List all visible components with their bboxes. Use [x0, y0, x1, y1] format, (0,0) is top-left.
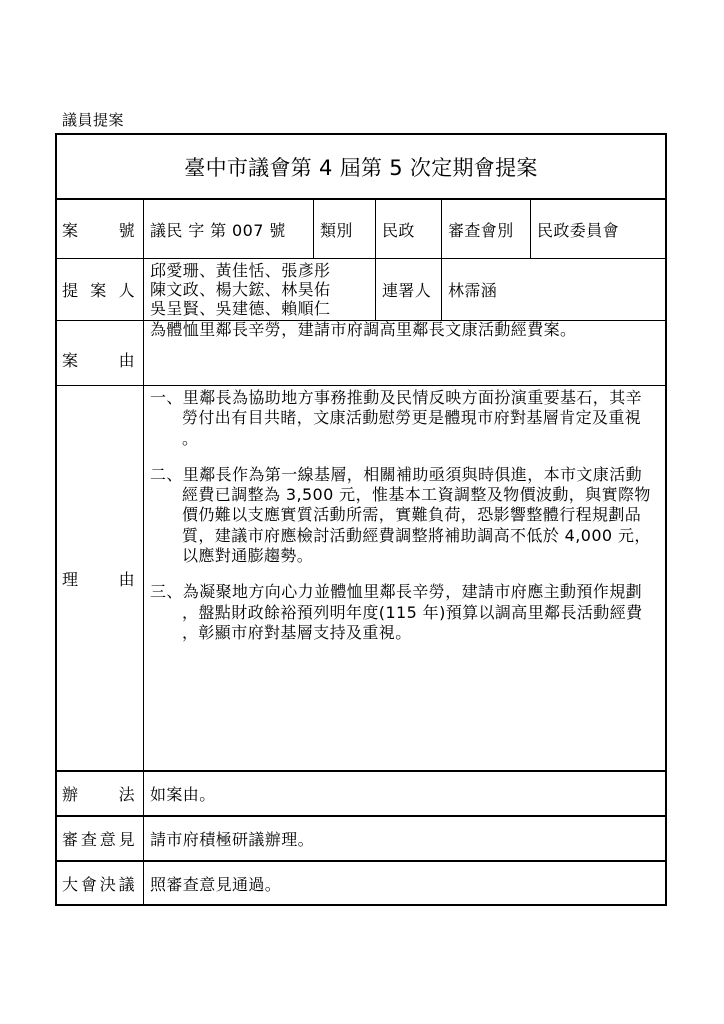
reason-line: 一、里鄰長為協助地方事務推動及民情反映方面扮演重要基石，其辛 [150, 388, 643, 407]
resolution-label: 大 會 決 議 [62, 874, 135, 894]
proposers-line: 邱愛珊、黃佳恬、張彥彤 [150, 261, 331, 280]
reasons-label: 理 由 [62, 569, 135, 589]
reasons-content [144, 386, 665, 772]
reason-item-1 [150, 388, 661, 449]
proposers-line: 吳呈賢、吳建德、賴順仁 [150, 299, 331, 318]
proposers-names [144, 259, 376, 321]
case-number-label: 案 號 [62, 220, 135, 240]
category-value: 民政 [376, 200, 442, 259]
review-opinion-text: 請市府積極研議辦理。 [144, 817, 665, 862]
reason-line: ，盤點財政餘裕預列明年度(115 年)預算以調高里鄰長活動經費 [182, 602, 643, 622]
method-label-cell [57, 772, 144, 817]
resolution-text: 照審查意見通過。 [150, 874, 282, 894]
subject-label: 案 由 [62, 351, 135, 370]
proposal-title: 臺中市議會第 4 屆第 5 次定期會提案 [57, 135, 665, 200]
resolution-label-cell [57, 862, 144, 904]
reason-line: 以應對通膨趨勢。 [182, 546, 314, 566]
reason-line: 勞付出有目共睹，文康活動慰勞更是體現市府對基層肯定及重視 [182, 408, 642, 428]
proposers-label: 提 案 人 [62, 281, 135, 300]
method-label: 辦 法 [62, 785, 135, 804]
committee-value: 民政委員會 [531, 200, 665, 259]
reason-item-3 [150, 582, 661, 643]
proposers-label-cell [57, 259, 144, 321]
case-number-label-cell [57, 200, 144, 259]
reason-line: 。 [182, 428, 199, 448]
cosigners-value: 林霈涵 [442, 259, 665, 321]
subject-label-cell [57, 321, 144, 386]
proposal-form-table [55, 133, 667, 906]
review-opinion-label: 審 查 意 見 [62, 830, 135, 849]
reason-line: 三、為凝聚地方向心力並體恤里鄰長辛勞，建請市府應主動預作規劃 [150, 582, 643, 602]
proposers-line: 陳文政、楊大鋐、林昊佑 [150, 280, 331, 299]
cosigners-label: 連署人 [376, 259, 442, 321]
reason-line: 二、里鄰長作為第一線基層，相關補助亟須與時俱進，本市文康活動 [150, 464, 643, 484]
reason-line: 價仍難以支應實質活動所需，實難負荷，恐影響整體行程規劃品 [182, 505, 642, 525]
category-label: 類別 [314, 200, 376, 259]
method-text: 如案由。 [144, 772, 665, 817]
reason-line: ，彰顯市府對基層支持及重視。 [182, 622, 412, 642]
subject-text: 為體恤里鄰長辛勞，建請市府調高里鄰長文康活動經費案。 [144, 321, 665, 386]
reasons-label-cell [57, 386, 144, 772]
review-opinion-label-cell [57, 817, 144, 862]
reason-line: 經費已調整為 3,500 元，惟基本工資調整及物價波動，與實際物 [182, 485, 651, 505]
reason-line: 質，建議市府應檢討活動經費調整將補助調高不低於 4,000 元， [182, 525, 651, 545]
reason-item-2 [150, 465, 661, 566]
case-number-value: 議民 字 第 007 號 [144, 200, 314, 259]
committee-label: 審查會別 [442, 200, 531, 259]
document-header-label: 議員提案 [62, 111, 125, 129]
